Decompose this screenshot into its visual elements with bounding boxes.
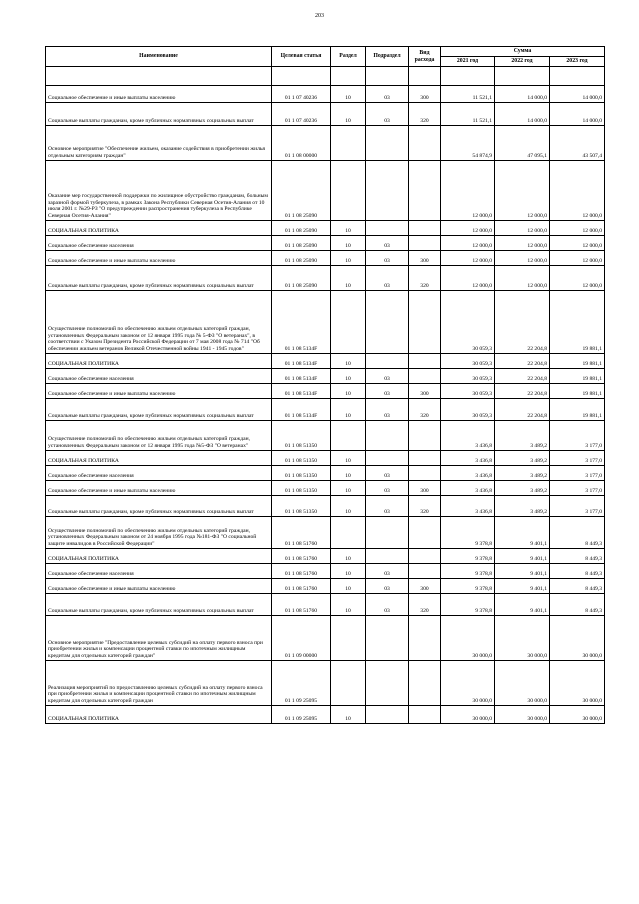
budget-table xyxy=(45,46,605,724)
cell-name: Социальные выплаты гражданам, кроме публичных нормативных социальных выплат xyxy=(46,399,272,421)
cell-y2022: 12 000,0 xyxy=(495,266,550,291)
cell-y2022: 22 204,8 xyxy=(495,291,550,354)
cell-type: 320 xyxy=(409,399,441,421)
cell-subsection: 03 xyxy=(366,466,409,481)
cell-y2022: 9 401,1 xyxy=(495,594,550,616)
cell-y2021: 30 059,3 xyxy=(441,384,495,399)
cell-y2021: 3 436,8 xyxy=(441,451,495,466)
cell-y2023: 8 449,3 xyxy=(550,579,605,594)
cell-section: 10 xyxy=(331,549,366,564)
cell-type: 320 xyxy=(409,103,441,126)
cell-name: Социальное обеспечение населения xyxy=(46,369,272,384)
cell-y2023: 14 000,0 xyxy=(550,103,605,126)
header-2021: 2021 год xyxy=(441,57,495,67)
cell-y2021: 54 874,9 xyxy=(441,126,495,161)
cell-y2023: 8 449,3 xyxy=(550,594,605,616)
cell-subsection: 03 xyxy=(366,564,409,579)
cell-y2022: 22 204,8 xyxy=(495,354,550,369)
table-row xyxy=(46,251,605,266)
cell-target: 01 1 08 51350 xyxy=(272,451,331,466)
cell-type xyxy=(409,369,441,384)
table-row xyxy=(46,549,605,564)
cell-target: 01 1 08 51760 xyxy=(272,594,331,616)
cell-subsection xyxy=(366,549,409,564)
cell-y2021: 30 000,0 xyxy=(441,706,495,724)
cell-y2022: 12 000,0 xyxy=(495,251,550,266)
header-2023: 2023 год xyxy=(550,57,605,67)
cell-section: 10 xyxy=(331,354,366,369)
cell-y2023: 19 881,1 xyxy=(550,399,605,421)
cell-y2022: 9 401,1 xyxy=(495,564,550,579)
cell-target: 01 1 08 5134F xyxy=(272,354,331,369)
cell-target: 01 1 08 51760 xyxy=(272,579,331,594)
cell-section: 10 xyxy=(331,496,366,517)
cell-name: СОЦИАЛЬНАЯ ПОЛИТИКА xyxy=(46,221,272,236)
cell-type xyxy=(409,126,441,161)
header-section: Раздел xyxy=(331,47,366,67)
cell-target: 01 1 08 51760 xyxy=(272,517,331,549)
table-row xyxy=(46,451,605,466)
table-row xyxy=(46,126,605,161)
cell-target: 01 1 08 5134F xyxy=(272,399,331,421)
cell-y2023: 19 881,1 xyxy=(550,384,605,399)
cell-y2022: 14 000,0 xyxy=(495,103,550,126)
cell-y2021: 12 000,0 xyxy=(441,266,495,291)
cell-y2021: 30 000,0 xyxy=(441,616,495,661)
cell-section: 10 xyxy=(331,594,366,616)
cell-target: 01 1 08 25090 xyxy=(272,236,331,251)
cell-subsection xyxy=(366,291,409,354)
table-row xyxy=(46,354,605,369)
cell-subsection: 03 xyxy=(366,369,409,384)
cell-type: 320 xyxy=(409,266,441,291)
table-row xyxy=(46,266,605,291)
cell-subsection: 03 xyxy=(366,266,409,291)
cell-name: СОЦИАЛЬНАЯ ПОЛИТИКА xyxy=(46,706,272,724)
cell-y2023: 8 449,3 xyxy=(550,549,605,564)
cell-y2023: 3 177,0 xyxy=(550,451,605,466)
cell-section xyxy=(331,616,366,661)
cell-target: 01 1 08 25090 xyxy=(272,161,331,221)
cell-subsection xyxy=(366,421,409,451)
table-row xyxy=(46,706,605,724)
cell-type: 300 xyxy=(409,579,441,594)
cell-name: Социальное обеспечение и иные выплаты населению xyxy=(46,481,272,496)
table-row xyxy=(46,481,605,496)
cell-type xyxy=(409,354,441,369)
cell-subsection: 03 xyxy=(366,103,409,126)
cell-type xyxy=(409,517,441,549)
cell-target: 01 1 08 5134F xyxy=(272,384,331,399)
table-row xyxy=(46,86,605,103)
header-expense-type: Вид расхода xyxy=(409,47,441,67)
cell-type xyxy=(409,661,441,706)
cell-y2022: 47 095,1 xyxy=(495,126,550,161)
cell-subsection xyxy=(366,451,409,466)
cell-type: 300 xyxy=(409,251,441,266)
cell-y2023: 12 000,0 xyxy=(550,161,605,221)
cell-section xyxy=(331,161,366,221)
cell-type xyxy=(409,291,441,354)
cell-y2022: 9 401,1 xyxy=(495,579,550,594)
cell-y2023: 12 000,0 xyxy=(550,236,605,251)
cell-name: СОЦИАЛЬНАЯ ПОЛИТИКА xyxy=(46,549,272,564)
cell-y2023: 12 000,0 xyxy=(550,251,605,266)
cell-subsection: 03 xyxy=(366,496,409,517)
page-number: 203 xyxy=(315,13,324,19)
cell-target: 01 1 09 25095 xyxy=(272,706,331,724)
table-row xyxy=(46,161,605,221)
header-name: Наименование xyxy=(46,47,272,67)
cell-target: 01 1 08 51350 xyxy=(272,496,331,517)
cell-subsection xyxy=(366,616,409,661)
cell-y2023: 3 177,0 xyxy=(550,481,605,496)
cell-y2021: 3 436,8 xyxy=(441,421,495,451)
cell-y2023: 30 000,0 xyxy=(550,706,605,724)
cell-type: 320 xyxy=(409,594,441,616)
cell-y2022: 30 000,0 xyxy=(495,616,550,661)
cell-subsection xyxy=(366,706,409,724)
cell-name: Осуществление полномочий по обеспечению жильем отдельных категорий граждан, установленных Федеральным законом от 24 ноября 1995 года №181-ФЗ "О социальной защите инвалидов в Российской Федерации" xyxy=(46,517,272,549)
cell-type: 300 xyxy=(409,481,441,496)
cell-name: Социальное обеспечение и иные выплаты населению xyxy=(46,251,272,266)
cell-y2021: 11 521,1 xyxy=(441,86,495,103)
cell-section: 10 xyxy=(331,579,366,594)
cell-y2023: 19 881,1 xyxy=(550,369,605,384)
cell-y2021: 9 378,8 xyxy=(441,579,495,594)
cell-subsection xyxy=(366,354,409,369)
cell-y2021: 11 521,1 xyxy=(441,103,495,126)
cell-name: Основное мероприятие "Предоставление целевых субсидий на оплату первого взноса при приобретении жилья и компенсации процентной ставки по ипотечным жилищным кредитам для отдельных категорий граждан" xyxy=(46,616,272,661)
table-row xyxy=(46,616,605,661)
cell-y2023: 3 177,0 xyxy=(550,496,605,517)
cell-section: 10 xyxy=(331,706,366,724)
cell-type: 300 xyxy=(409,384,441,399)
cell-type xyxy=(409,451,441,466)
table-row xyxy=(46,661,605,706)
table-row xyxy=(46,466,605,481)
cell-y2021: 9 378,8 xyxy=(441,594,495,616)
cell-target: 01 1 08 25090 xyxy=(272,221,331,236)
cell-target: 01 1 08 51350 xyxy=(272,466,331,481)
table-row xyxy=(46,594,605,616)
cell-target: 01 1 08 51760 xyxy=(272,549,331,564)
table-row xyxy=(46,399,605,421)
cell-section: 10 xyxy=(331,399,366,421)
cell-subsection xyxy=(366,661,409,706)
cell-y2022: 30 000,0 xyxy=(495,661,550,706)
cell-target: 01 1 08 5134F xyxy=(272,291,331,354)
cell-y2023: 19 881,1 xyxy=(550,291,605,354)
cell-target: 01 1 09 00000 xyxy=(272,616,331,661)
cell-y2022: 12 000,0 xyxy=(495,221,550,236)
cell-y2021: 12 000,0 xyxy=(441,161,495,221)
cell-name: Социальное обеспечение и иные выплаты населению xyxy=(46,579,272,594)
cell-y2023: 12 000,0 xyxy=(550,221,605,236)
table-row xyxy=(46,517,605,549)
cell-y2023: 3 177,0 xyxy=(550,421,605,451)
table-row xyxy=(46,421,605,451)
cell-y2021: 30 059,3 xyxy=(441,354,495,369)
cell-y2022: 12 000,0 xyxy=(495,236,550,251)
cell-y2022: 3 489,2 xyxy=(495,481,550,496)
cell-type xyxy=(409,221,441,236)
cell-y2022: 3 489,2 xyxy=(495,466,550,481)
cell-section: 10 xyxy=(331,451,366,466)
cell-y2021: 30 059,3 xyxy=(441,399,495,421)
cell-section: 10 xyxy=(331,266,366,291)
table-row xyxy=(46,384,605,399)
cell-target: 01 1 08 51760 xyxy=(272,564,331,579)
cell-y2021: 3 436,8 xyxy=(441,496,495,517)
cell-subsection: 03 xyxy=(366,236,409,251)
cell-y2021: 12 000,0 xyxy=(441,251,495,266)
table-header xyxy=(46,47,605,67)
cell-name: Осуществление полномочий по обеспечению жильем отдельных категорий граждан, установленных Федеральным законом от 12 января 1995 года № 5-ФЗ "О ветеранах", в соответствии с Указом Президента Российской Федерации от 7 мая 2008 года № 714 "Об обеспечении жильем ветеранов Великой Отечественной войны 1941 - 1945 годов" xyxy=(46,291,272,354)
cell-subsection xyxy=(366,126,409,161)
table-row xyxy=(46,564,605,579)
cell-target: 01 1 08 51350 xyxy=(272,421,331,451)
cell-y2022: 9 401,1 xyxy=(495,517,550,549)
cell-y2021: 9 378,8 xyxy=(441,564,495,579)
cell-section xyxy=(331,291,366,354)
cell-type xyxy=(409,421,441,451)
cell-type xyxy=(409,549,441,564)
cell-y2023: 30 000,0 xyxy=(550,661,605,706)
table-row xyxy=(46,496,605,517)
cell-y2023: 30 000,0 xyxy=(550,616,605,661)
cell-subsection: 03 xyxy=(366,86,409,103)
cell-y2021: 12 000,0 xyxy=(441,221,495,236)
cell-section: 10 xyxy=(331,481,366,496)
cell-section: 10 xyxy=(331,369,366,384)
cell-subsection xyxy=(366,221,409,236)
cell-subsection xyxy=(366,161,409,221)
cell-y2022: 22 204,8 xyxy=(495,369,550,384)
cell-section: 10 xyxy=(331,466,366,481)
cell-y2023: 3 177,0 xyxy=(550,466,605,481)
cell-target: 01 1 08 51350 xyxy=(272,481,331,496)
cell-subsection: 03 xyxy=(366,399,409,421)
cell-section: 10 xyxy=(331,221,366,236)
spacer-row xyxy=(46,67,605,86)
cell-section: 10 xyxy=(331,564,366,579)
cell-section xyxy=(331,421,366,451)
cell-y2023: 43 507,4 xyxy=(550,126,605,161)
header-subsection: Подраздел xyxy=(366,47,409,67)
cell-y2023: 8 449,3 xyxy=(550,564,605,579)
cell-y2021: 30 000,0 xyxy=(441,661,495,706)
cell-y2023: 12 000,0 xyxy=(550,266,605,291)
cell-y2021: 30 059,3 xyxy=(441,369,495,384)
cell-name: Оказание мер государственной поддержки по жилищное обустройство гражданам, больным заразной формой туберкулеза, в рамках Закона Республики Северная Осетия-Алания от 10 июля 2001 г. №29-РЗ "О предупреждении распространения туберкулеза в Республике Северная Осетия-Алания" xyxy=(46,161,272,221)
header-sum: Сумма xyxy=(441,47,605,57)
cell-name: СОЦИАЛЬНАЯ ПОЛИТИКА xyxy=(46,451,272,466)
cell-y2022: 14 000,0 xyxy=(495,86,550,103)
cell-section xyxy=(331,126,366,161)
cell-section: 10 xyxy=(331,384,366,399)
cell-y2022: 22 204,8 xyxy=(495,399,550,421)
cell-name: Социальное обеспечение и иные выплаты населению xyxy=(46,384,272,399)
cell-subsection xyxy=(366,517,409,549)
cell-type xyxy=(409,616,441,661)
cell-subsection: 03 xyxy=(366,594,409,616)
table-row xyxy=(46,236,605,251)
cell-type: 300 xyxy=(409,86,441,103)
cell-y2021: 9 378,8 xyxy=(441,517,495,549)
cell-type xyxy=(409,706,441,724)
table-row xyxy=(46,103,605,126)
cell-name: Социальное обеспечение населения xyxy=(46,466,272,481)
table-row xyxy=(46,221,605,236)
cell-target: 01 1 08 00000 xyxy=(272,126,331,161)
cell-y2023: 8 449,3 xyxy=(550,517,605,549)
cell-y2022: 12 000,0 xyxy=(495,161,550,221)
cell-y2023: 19 881,1 xyxy=(550,354,605,369)
cell-name: Реализация мероприятий по предоставлению целевых субсидий на оплату первого взноса при приобретении жилья и компенсации процентной ставки по ипотечным жилищным кредитам для отдельных категорий граждан xyxy=(46,661,272,706)
cell-name: Социальные выплаты гражданам, кроме публичных нормативных социальных выплат xyxy=(46,266,272,291)
cell-target: 01 1 07 40236 xyxy=(272,86,331,103)
cell-y2021: 3 436,8 xyxy=(441,481,495,496)
cell-type xyxy=(409,161,441,221)
table-body xyxy=(46,67,605,724)
cell-subsection: 03 xyxy=(366,481,409,496)
cell-y2022: 3 489,2 xyxy=(495,421,550,451)
cell-section: 10 xyxy=(331,236,366,251)
cell-target: 01 1 07 40236 xyxy=(272,103,331,126)
cell-target: 01 1 09 25095 xyxy=(272,661,331,706)
table-row xyxy=(46,291,605,354)
header-2022: 2022 год xyxy=(495,57,550,67)
cell-name: Социальные выплаты гражданам, кроме публичных нормативных социальных выплат xyxy=(46,103,272,126)
cell-target: 01 1 08 5134F xyxy=(272,369,331,384)
table-row xyxy=(46,579,605,594)
cell-y2021: 9 378,8 xyxy=(441,549,495,564)
header-target: Целевая статья xyxy=(272,47,331,67)
cell-name: Осуществление полномочий по обеспечению жильем отдельных категорий граждан, установленных Федеральным законом от 12 января 1995 года №5-ФЗ "О ветеранах" xyxy=(46,421,272,451)
cell-section: 10 xyxy=(331,86,366,103)
cell-name: Социальное обеспечение населения xyxy=(46,236,272,251)
cell-y2021: 30 059,3 xyxy=(441,291,495,354)
cell-section xyxy=(331,661,366,706)
cell-type: 320 xyxy=(409,496,441,517)
cell-subsection: 03 xyxy=(366,579,409,594)
cell-type xyxy=(409,564,441,579)
cell-name: Социальные выплаты гражданам, кроме публичных нормативных социальных выплат xyxy=(46,594,272,616)
cell-section: 10 xyxy=(331,251,366,266)
table-row xyxy=(46,369,605,384)
cell-target: 01 1 08 25090 xyxy=(272,266,331,291)
cell-name: СОЦИАЛЬНАЯ ПОЛИТИКА xyxy=(46,354,272,369)
cell-subsection: 03 xyxy=(366,384,409,399)
cell-y2022: 9 401,1 xyxy=(495,549,550,564)
cell-y2022: 3 489,2 xyxy=(495,496,550,517)
cell-name: Социальные выплаты гражданам, кроме публичных нормативных социальных выплат xyxy=(46,496,272,517)
cell-section: 10 xyxy=(331,103,366,126)
cell-type xyxy=(409,466,441,481)
cell-type xyxy=(409,236,441,251)
cell-y2022: 30 000,0 xyxy=(495,706,550,724)
cell-y2022: 22 204,8 xyxy=(495,384,550,399)
cell-y2021: 3 436,8 xyxy=(441,466,495,481)
cell-y2023: 14 000,0 xyxy=(550,86,605,103)
cell-y2021: 12 000,0 xyxy=(441,236,495,251)
cell-subsection: 03 xyxy=(366,251,409,266)
cell-y2022: 3 489,2 xyxy=(495,451,550,466)
cell-name: Основное мероприятие "Обеспечение жильем, оказание содействия в приобретении жилья отдельным категориям граждан" xyxy=(46,126,272,161)
cell-name: Социальное обеспечение населения xyxy=(46,564,272,579)
cell-name: Социальное обеспечение и иные выплаты населению xyxy=(46,86,272,103)
cell-section xyxy=(331,517,366,549)
cell-target: 01 1 08 25090 xyxy=(272,251,331,266)
